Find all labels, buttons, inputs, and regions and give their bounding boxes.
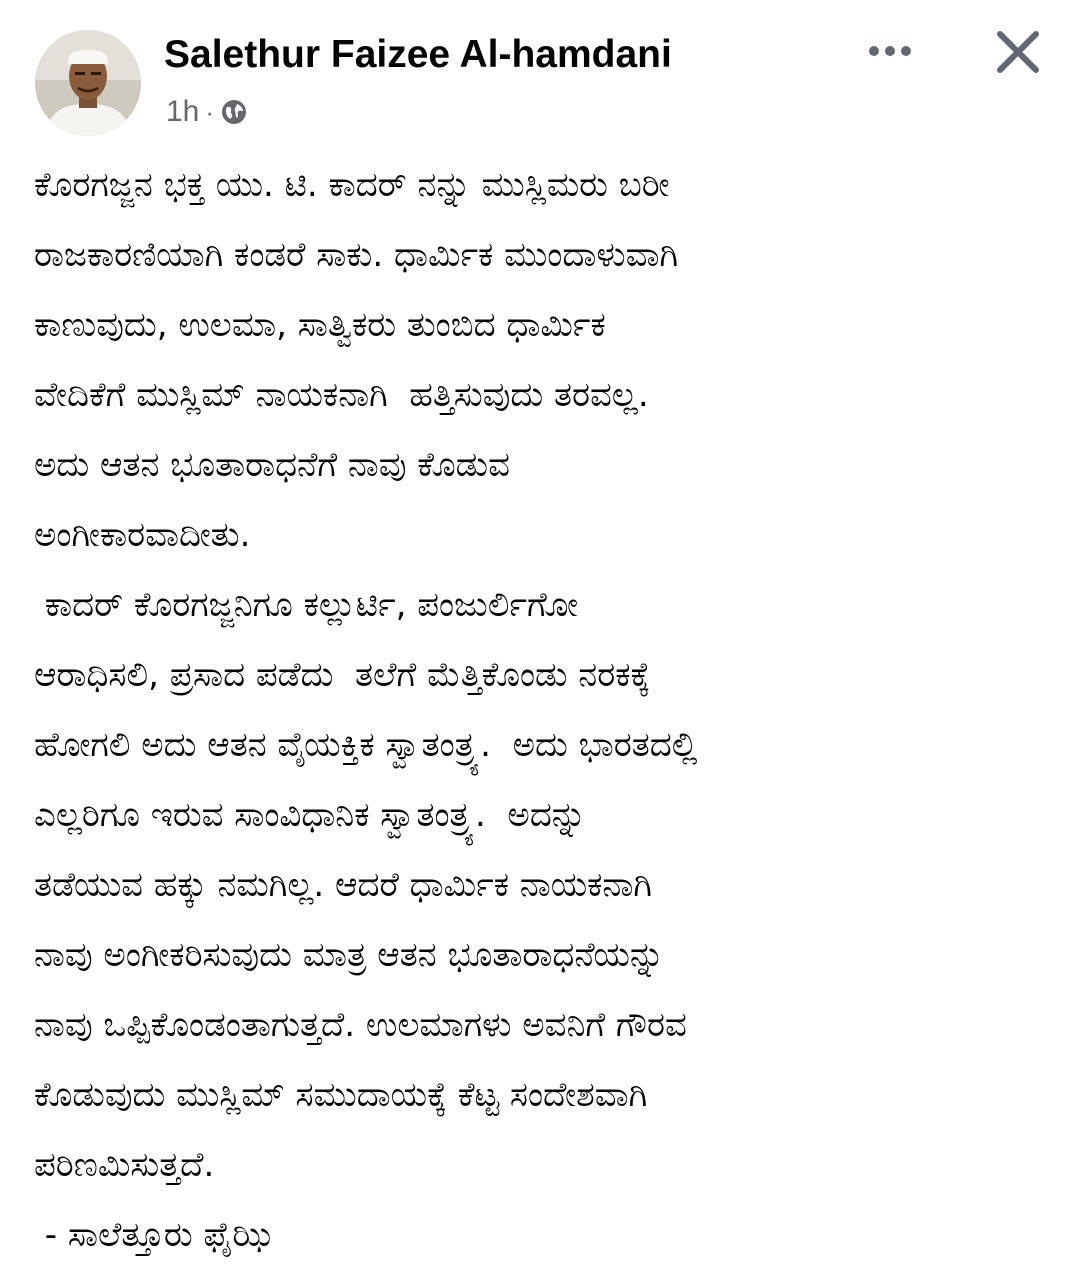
post-text-line: ಕೊರಗಜ್ಜನ ಭಕ್ತ ಯು. ಟಿ. ಕಾದರ್ ನನ್ನು ಮುಸ್ಲಿಮರು ಬರೀ: [34, 165, 670, 205]
globe-icon[interactable]: [220, 98, 248, 126]
author-avatar[interactable]: [35, 30, 141, 136]
post-text-line: ಹೋಗಲಿ ಅದು ಆತನ ವೈಯಕ್ತಿಕ ಸ್ವಾತಂತ್ರ್ಯ. ಅದು ಭಾರತದಲ್ಲಿ: [34, 725, 698, 765]
post-text-line: ಆರಾಧಿಸಲಿ, ಪ್ರಸಾದ ಪಡೆದು ತಲೆಗೆ ಮೆತ್ತಿಕೊಂಡು ನರಕಕ್ಕೆ: [34, 655, 651, 695]
author-name[interactable]: Salethur Faizee Al-hamdani: [164, 33, 672, 76]
post-text-line: ಕೊಡುವುದು ಮುಸ್ಲಿಮ್ ಸಮುದಾಯಕ್ಕೆ ಕೆಟ್ಟ ಸಂದೇಶವಾಗಿ: [34, 1075, 648, 1115]
post-text: [34, 150, 1044, 1270]
more-options-button[interactable]: [862, 28, 918, 74]
post-text-line: ಅಂಗೀಕಾರವಾದೀತು.: [34, 515, 251, 555]
post-signature: - ಸಾಲೆತ್ತೂರು ಫೈಝಿ: [34, 1215, 272, 1255]
post-text-line: ನಾವು ಅಂಗೀಕರಿಸುವುದು ಮಾತ್ರ ಆತನ ಭೂತಾರಾಧನೆಯನ್ನು: [34, 935, 665, 975]
close-icon: [996, 30, 1040, 78]
post-text-line: ಅದು ಆತನ ಭೂತಾರಾಧನೆಗೆ ನಾವು ಕೊಡುವ: [34, 445, 510, 485]
post-text-line: ತಡೆಯುವ ಹಕ್ಕು ನಮಗಿಲ್ಲ. ಆದರೆ ಧಾರ್ಮಿಕ ನಾಯಕನಾಗಿ: [34, 865, 652, 905]
close-button[interactable]: [990, 26, 1046, 82]
post-text-line: ಕಾಣುವುದು, ಉಲಮಾ, ಸಾತ್ವಿಕರು ತುಂಬಿದ ಧಾರ್ಮಿಕ: [34, 305, 606, 345]
post-timestamp[interactable]: 1h: [166, 95, 200, 128]
post-text-line: ಎಲ್ಲರಿಗೂ ಇರುವ ಸಾಂವಿಧಾನಿಕ ಸ್ವಾತಂತ್ರ್ಯ. ಅದನ್ನು: [34, 795, 587, 835]
more-options-icon: [868, 42, 912, 61]
post-text-line: ನಾವು ಒಪ್ಪಿಕೊಂಡಂತಾಗುತ್ತದೆ. ಉಲಮಾಗಳು ಅವನಿಗೆ ಗೌರವ: [34, 1005, 687, 1045]
post-header: [0, 0, 1073, 150]
post-text-line: ರಾಜಕಾರಣಿಯಾಗಿ ಕಂಡರೆ ಸಾಕು. ಧಾರ್ಮಿಕ ಮುಂದಾಳುವಾಗಿ: [34, 235, 679, 275]
post-text-line: ವೇದಿಕೆಗೆ ಮುಸ್ಲಿಮ್ ನಾಯಕನಾಗಿ ಹತ್ತಿಸುವುದು ತರವಲ್ಲ.: [34, 375, 649, 415]
post-text-line: ಪರಿಣಮಿಸುತ್ತದೆ.: [34, 1145, 215, 1185]
post-text-line: ಕಾದರ್ ಕೊರಗಜ್ಜನಿಗೂ ಕಲ್ಲುರ್ಟಿ, ಪಂಜುರ್ಲಿಗೋ: [34, 585, 579, 625]
meta-separator: ·: [205, 96, 215, 127]
post-meta: [166, 92, 248, 132]
